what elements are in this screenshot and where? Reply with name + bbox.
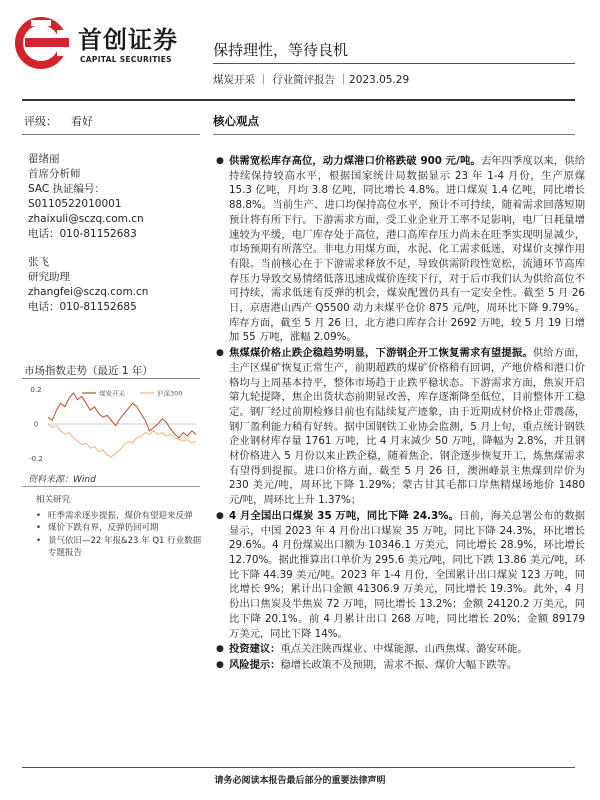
paragraph-lead: 焦煤煤价格止跌企稳趋势明显，下游钢企开工恢复需求有望提振。: [229, 347, 533, 360]
paragraph-lead: 风险提示：: [229, 658, 281, 671]
analyst-name: 翟绪丽: [28, 153, 60, 165]
market-index-chart: [22, 382, 200, 468]
logo-mark-icon: [14, 16, 72, 70]
analyst-role: 研究助理: [28, 271, 70, 283]
section-title: 核心观点: [213, 114, 259, 128]
paragraph-lead: 投资建议：: [229, 643, 281, 656]
body-paragraph: [213, 658, 585, 673]
right-divider: [213, 134, 575, 135]
series-line-coal: [48, 393, 196, 438]
related-research-item[interactable]: • 景气依旧—22 年报&23 年 Q1 行业数据专题报告: [34, 535, 204, 560]
body-paragraph: [213, 509, 585, 641]
analyst-card: [28, 255, 148, 315]
bullet-icon: ●: [216, 348, 224, 359]
company-logo: [14, 16, 204, 72]
bullet-icon: ●: [216, 644, 224, 655]
body-paragraph: [213, 642, 585, 657]
report-title: 保持理性，等待良机: [213, 41, 349, 59]
bullet-icon: ●: [216, 659, 224, 670]
analyst-email[interactable]: zhangfei@sczq.com.cn: [28, 286, 149, 298]
market-chart-title: 市场指数走势（最近 1 年）: [24, 365, 153, 377]
y-tick-label: 0: [33, 420, 39, 429]
logo-name: 首创证券: [78, 26, 178, 54]
bullet-icon: ●: [216, 156, 224, 166]
paragraph-text: 去年四季度以来，供给持续保持较高水平，根据国家统计局数据显示 23 年 1-4 月份，生产原煤 15.3 亿吨，月均 3.8 亿吨，同比增长 4.8%。进口煤炭 1.4 亿吨，同比增长 88.8%。当前生产、进口均保持高位水平，预计不可持续，随着需求回落短期预计将有所下行。下游需求方面，受工业企业开工率不足影响，电厂日耗量增速较为平缓，电厂库存处于高位，港口高库存压力尚未在旺季实现明显减少，市场预期有所落空。非电力用煤方面，水泥、化工需求低迷，对煤价支撑作用有限。当前核心在于下游需求释放不足，导致供需阶段性宽松，流通环节高库存压力导致交易情绪低落迅速成煤价连续下行，对于后市我们认为供给高位不可持续，需求低迷有反弹的机会，煤炭配置仍具有一定安全性。截至 5 月 26 日，京唐港山西产 Q5500 动力末煤平仓价 875 元/吨，周环比下降 9.79%。库存方面，截至 5 月 26 日，北方港口库存合计 2692 万吨，较 5 月 19 日增加 55 万吨，涨幅 2.09%。: [229, 155, 585, 344]
paragraph-text: 稳增长政策不及预期，需求不振、煤价大幅下跌等。: [280, 658, 518, 671]
body-paragraph: [213, 346, 585, 508]
related-research-item[interactable]: • 旺季需求逐步提振，煤价有望迎来反弹: [34, 510, 204, 523]
y-tick-label: -0.2: [29, 455, 43, 464]
rating-label: 评级：: [24, 115, 57, 128]
chart-source: 资料来源：Wind: [28, 475, 96, 485]
left-divider: [22, 134, 200, 135]
analyst-cert: S0110522010001: [28, 198, 122, 210]
header-rule: [22, 99, 575, 101]
analyst-phone: 电话：010-81152685: [28, 301, 137, 313]
analyst-cert-label: SAC 执证编号：: [28, 183, 106, 195]
related-research-title: 相关研究: [36, 495, 71, 505]
analyst-role: 首席分析师: [28, 168, 81, 180]
market-divider: [22, 378, 200, 379]
analyst-card: [28, 152, 144, 242]
bullet-icon: ●: [216, 510, 224, 521]
rating: [24, 113, 107, 129]
logo-name-en: CAPITAL SECURITIES: [80, 55, 172, 64]
related-research-item[interactable]: • 煤价下跌有界，反弹仍回可期: [34, 522, 204, 535]
legend-label-hs300: 沪深300: [157, 389, 183, 398]
analyst-name: 张飞: [28, 256, 49, 268]
paragraph-lead: 4 月全国出口煤炭 35 万吨，同比下降 24.3%。: [229, 509, 460, 522]
report-meta: 煤炭开采 ｜ 行业简评报告 ｜2023.05.29: [213, 74, 410, 86]
header-divider: [213, 63, 575, 64]
y-tick-label: 0.2: [30, 385, 42, 394]
paragraph-lead: 供需宽松库存高位，动力煤港口价格跌破 900 元/吨。: [229, 155, 481, 167]
footer-disclaimer: 请务必阅读本报告最后部分的重要法律声明: [214, 776, 386, 786]
related-research: [34, 494, 204, 560]
analyst-email[interactable]: zhaixuli@sczq.com.cn: [28, 213, 144, 225]
analyst-phone: 电话：010-81152683: [28, 228, 137, 240]
paragraph-text: 日前，海关总署公布的数据显示，中国 2023 年 4 月份出口煤炭 35 万吨，同比下降 24.3%，环比增长 29.6%。4 月份煤炭出口额为 10346.1 万美元，同比增长 28.9%，环比增长 12.70%。据此推算出口单价为 295.6 美元/吨，同比下跌 13.86 美元/吨，环比下降 44.39 美元/吨。2023 年 1-4 月份，全国累计出口煤炭 123 万吨，同比增长 9%；累计出口金额 41306.9 万美元，同比增长 19.3%。此外，4 月份出口焦炭及半焦炭 72 万吨，同比增长 13.2%；金额 24120.2 万美元，同比下降 20.1%。前 4 月累计出口 268 万吨，同比增长 20%；金额 89179 万美元，同比下降 14%。: [229, 509, 585, 640]
paragraph-text: 重点关注陕西煤业、中煤能源、山西焦煤、潞安环能。: [280, 643, 528, 656]
paragraph-text: 供给方面，主产区煤矿恢复正常生产，前期超跌的煤矿价格稍有回调，产地价格和港口价格均与上周基本持平，整体市场趋于止跌平稳状态。下游需求方面，焦炭开启第九轮提降，焦企出货状态前期显改善，库存逐渐降至低位，目前整体开工稳定。钢厂经过前期检修目前也有陆续复产迹象，由于近期成材价格止带震荡，钢厂盈利能力稍有好转。据中国钢铁工业协会监测，5 月上旬，重点统计钢铁企业钢材库存量 1761 万吨，比 4 月末减少 50 万吨，降幅为 2.8%，并且钢材价格进入 5 月份以来止跌企稳，随着焦企、钢企逐步恢复开工，炼焦煤需求有望得到提振。进口价格方面，截至 5 月 26 日，澳洲峰景主焦煤到岸价为 230 美元/吨，周环比下降 1.29%；蒙古甘其毛都口岸焦精煤场地价 1480 元/吨，周环比上升 1.37%；: [229, 347, 586, 507]
source-divider: [22, 486, 200, 487]
series-line-hs300: [48, 424, 196, 457]
core-views-body: [213, 154, 585, 674]
rating-value: 看好: [71, 115, 93, 128]
footer-divider: [22, 767, 575, 768]
body-paragraph: [213, 154, 585, 345]
legend-label-coal: 煤炭开采: [99, 389, 125, 398]
